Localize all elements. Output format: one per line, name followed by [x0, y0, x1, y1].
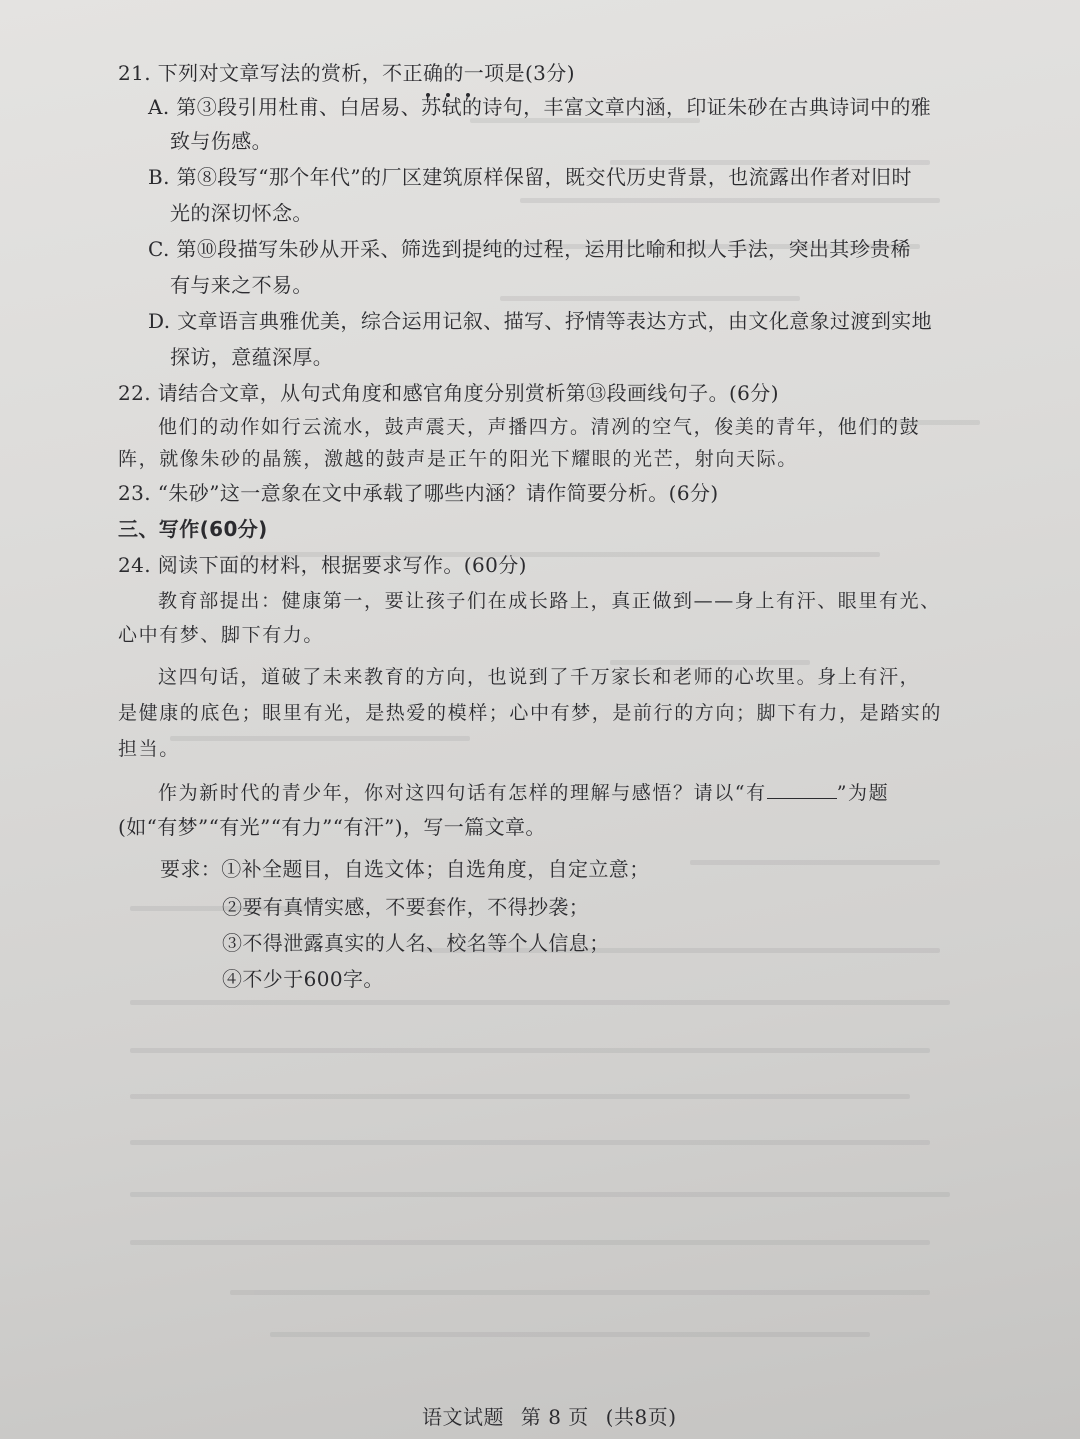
- q24-material-p1-line1: 教育部提出：健康第一，要让孩子们在成长路上，真正做到——身上有汗、眼里有光、: [158, 590, 941, 612]
- q24-requirement-4: ④不少于600字。: [222, 967, 384, 991]
- q21-stem: 21. 下列对文章写法的赏析，不正确的一项是(3分): [118, 61, 575, 85]
- q24-material-p2-line3: 担当。: [118, 738, 180, 760]
- q24-requirement-1: 要求：①补全题目，自选文体；自选角度，自定立意；: [160, 857, 650, 881]
- q21-option-c-line1: C. 第⑩段描写朱砂从开采、筛选到提纯的过程，运用比喻和拟人手法，突出其珍贵稀: [148, 237, 911, 261]
- title-blank: [767, 780, 837, 799]
- q21-option-a-line2: 致与伤感。: [170, 129, 272, 153]
- q22-stem: 22. 请结合文章，从句式角度和感官角度分别赏析第⑬段画线句子。(6分): [118, 381, 779, 405]
- q21-option-c-line2: 有与来之不易。: [170, 273, 313, 297]
- q21-option-a-line1: A. 第③段引用杜甫、白居易、苏轼的诗句，丰富文章内涵，印证朱砂在古典诗词中的雅: [148, 95, 932, 119]
- q22-quote-line1: 他们的动作如行云流水，鼓声震天，声播四方。清冽的空气，俊美的青年，他们的鼓: [158, 416, 921, 438]
- page-footer: [422, 1404, 687, 1430]
- q23-stem: 23. “朱砂”这一意象在文中承载了哪些内涵？请作简要分析。(6分): [118, 481, 719, 505]
- q21-option-d-line2: 探访，意蕴深厚。: [170, 345, 334, 369]
- q21-option-b-line2: 光的深切怀念。: [170, 201, 313, 225]
- q22-quote-line2: 阵，就像朱砂的晶簇，激越的鼓声是正午的阳光下耀眼的光芒，射向天际。: [118, 448, 798, 470]
- q24-material-p2-line1: 这四句话，道破了未来教育的方向，也说到了千万家长和老师的心坎里。身上有汗，: [158, 666, 921, 688]
- footer-subject: 语文试题: [422, 1405, 504, 1429]
- footer-page-number: 第 8 页: [520, 1405, 589, 1429]
- q24-prompt-text: 作为新时代的青少年，你对这四句话有怎样的理解与感悟？请以“有: [158, 782, 767, 804]
- footer-total-pages: (共8页): [605, 1405, 677, 1429]
- q21-option-b-line1: B. 第⑧段写“那个年代”的厂区建筑原样保留，既交代历史背景，也流露出作者对旧时: [148, 165, 912, 189]
- q24-stem: 24. 阅读下面的材料，根据要求写作。(60分): [118, 553, 527, 577]
- q24-requirement-3: ③不得泄露真实的人名、校名等个人信息；: [222, 931, 610, 955]
- q21-option-d-line1: D. 文章语言典雅优美，综合运用记叙、描写、抒情等表达方式，由文化意象过渡到实地: [148, 309, 933, 333]
- q24-material-p1-line2: 心中有梦、脚下有力。: [118, 624, 325, 646]
- q24-prompt-line1: [158, 780, 889, 806]
- q24-material-p2-line2: 是健康的底色；眼里有光，是热爱的模样；心中有梦，是前行的方向；脚下有力，是踏实的: [118, 702, 943, 724]
- q24-requirement-2: ②要有真情实感，不要套作，不得抄袭；: [222, 895, 590, 919]
- section-writing-heading: 三、写作(60分): [118, 517, 268, 541]
- q24-prompt-text-end: ”为题: [836, 782, 890, 804]
- q24-prompt-line2: (如“有梦”“有光”“有力”“有汗”)，写一篇文章。: [118, 815, 546, 839]
